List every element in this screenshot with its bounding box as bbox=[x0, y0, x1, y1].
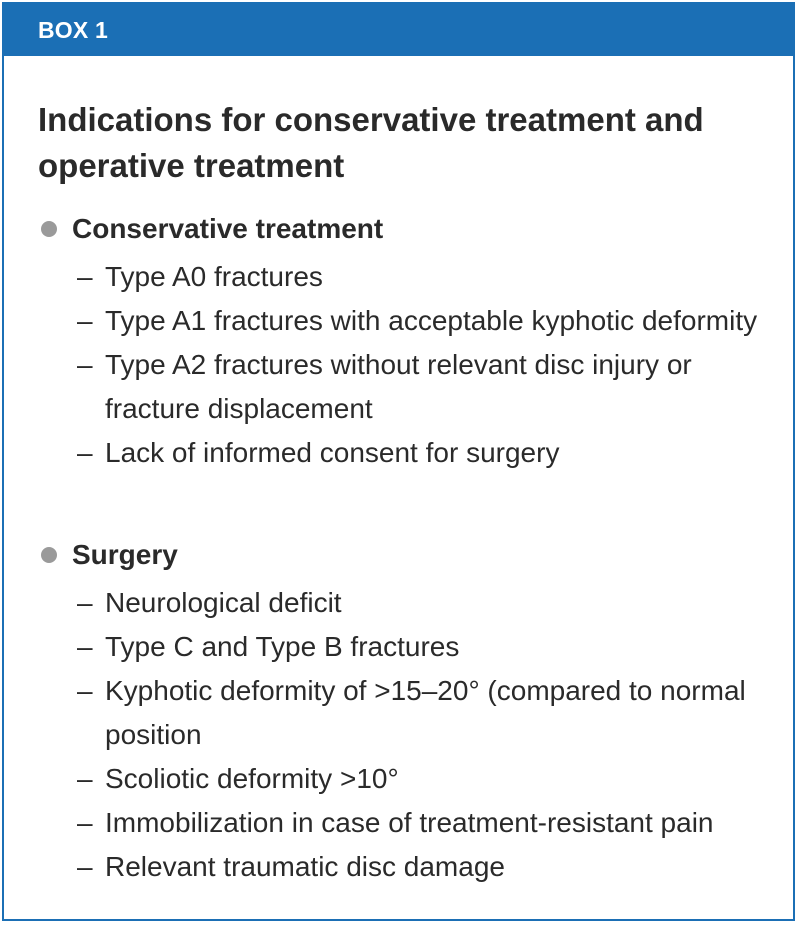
info-box bbox=[2, 2, 795, 921]
box-label: BOX 1 bbox=[38, 17, 109, 43]
item-list bbox=[38, 581, 778, 889]
list-item bbox=[38, 757, 778, 801]
section-label: Conservative treatment bbox=[72, 213, 384, 244]
dash-icon: – bbox=[77, 807, 93, 838]
item-text: Type A1 fractures with acceptable kyphotic deformity bbox=[105, 305, 758, 336]
section-surgery bbox=[38, 535, 778, 889]
bullet-icon bbox=[41, 547, 57, 563]
item-list bbox=[38, 255, 778, 475]
dash-icon: – bbox=[77, 587, 93, 618]
list-item bbox=[38, 431, 778, 475]
bullet-icon bbox=[41, 221, 57, 237]
item-text: Scoliotic deformity >10° bbox=[105, 763, 399, 794]
item-text: Type A0 fractures bbox=[105, 261, 323, 292]
list-item bbox=[38, 581, 778, 625]
list-item bbox=[38, 299, 778, 343]
dash-icon: – bbox=[77, 349, 93, 380]
list-item bbox=[38, 343, 778, 431]
section-head bbox=[38, 535, 778, 575]
dash-icon: – bbox=[77, 675, 93, 706]
list-item bbox=[38, 669, 778, 757]
box-title: Indications for conservative treatment and operative treatment bbox=[38, 101, 704, 184]
dash-icon: – bbox=[77, 437, 93, 468]
item-text: Type A2 fractures without relevant disc injury or fracture displacement bbox=[105, 349, 692, 424]
dash-icon: – bbox=[77, 763, 93, 794]
dash-icon: – bbox=[77, 631, 93, 662]
item-text: Neurological deficit bbox=[105, 587, 342, 618]
list-item bbox=[38, 801, 778, 845]
box-header bbox=[4, 4, 793, 56]
item-text: Kyphotic deformity of >15–20° (compared to normal position bbox=[105, 675, 746, 750]
list-item bbox=[38, 625, 778, 669]
section-head bbox=[38, 209, 778, 249]
item-text: Immobilization in case of treatment-resistant pain bbox=[105, 807, 714, 838]
item-text: Relevant traumatic disc damage bbox=[105, 851, 505, 882]
dash-icon: – bbox=[77, 305, 93, 336]
item-text: Type C and Type B fractures bbox=[105, 631, 460, 662]
section-conservative-treatment bbox=[38, 209, 778, 475]
list-item bbox=[38, 845, 778, 889]
dash-icon: – bbox=[77, 851, 93, 882]
item-text: Lack of informed consent for surgery bbox=[105, 437, 560, 468]
section-label: Surgery bbox=[72, 539, 178, 570]
dash-icon: – bbox=[77, 261, 93, 292]
list-item bbox=[38, 255, 778, 299]
